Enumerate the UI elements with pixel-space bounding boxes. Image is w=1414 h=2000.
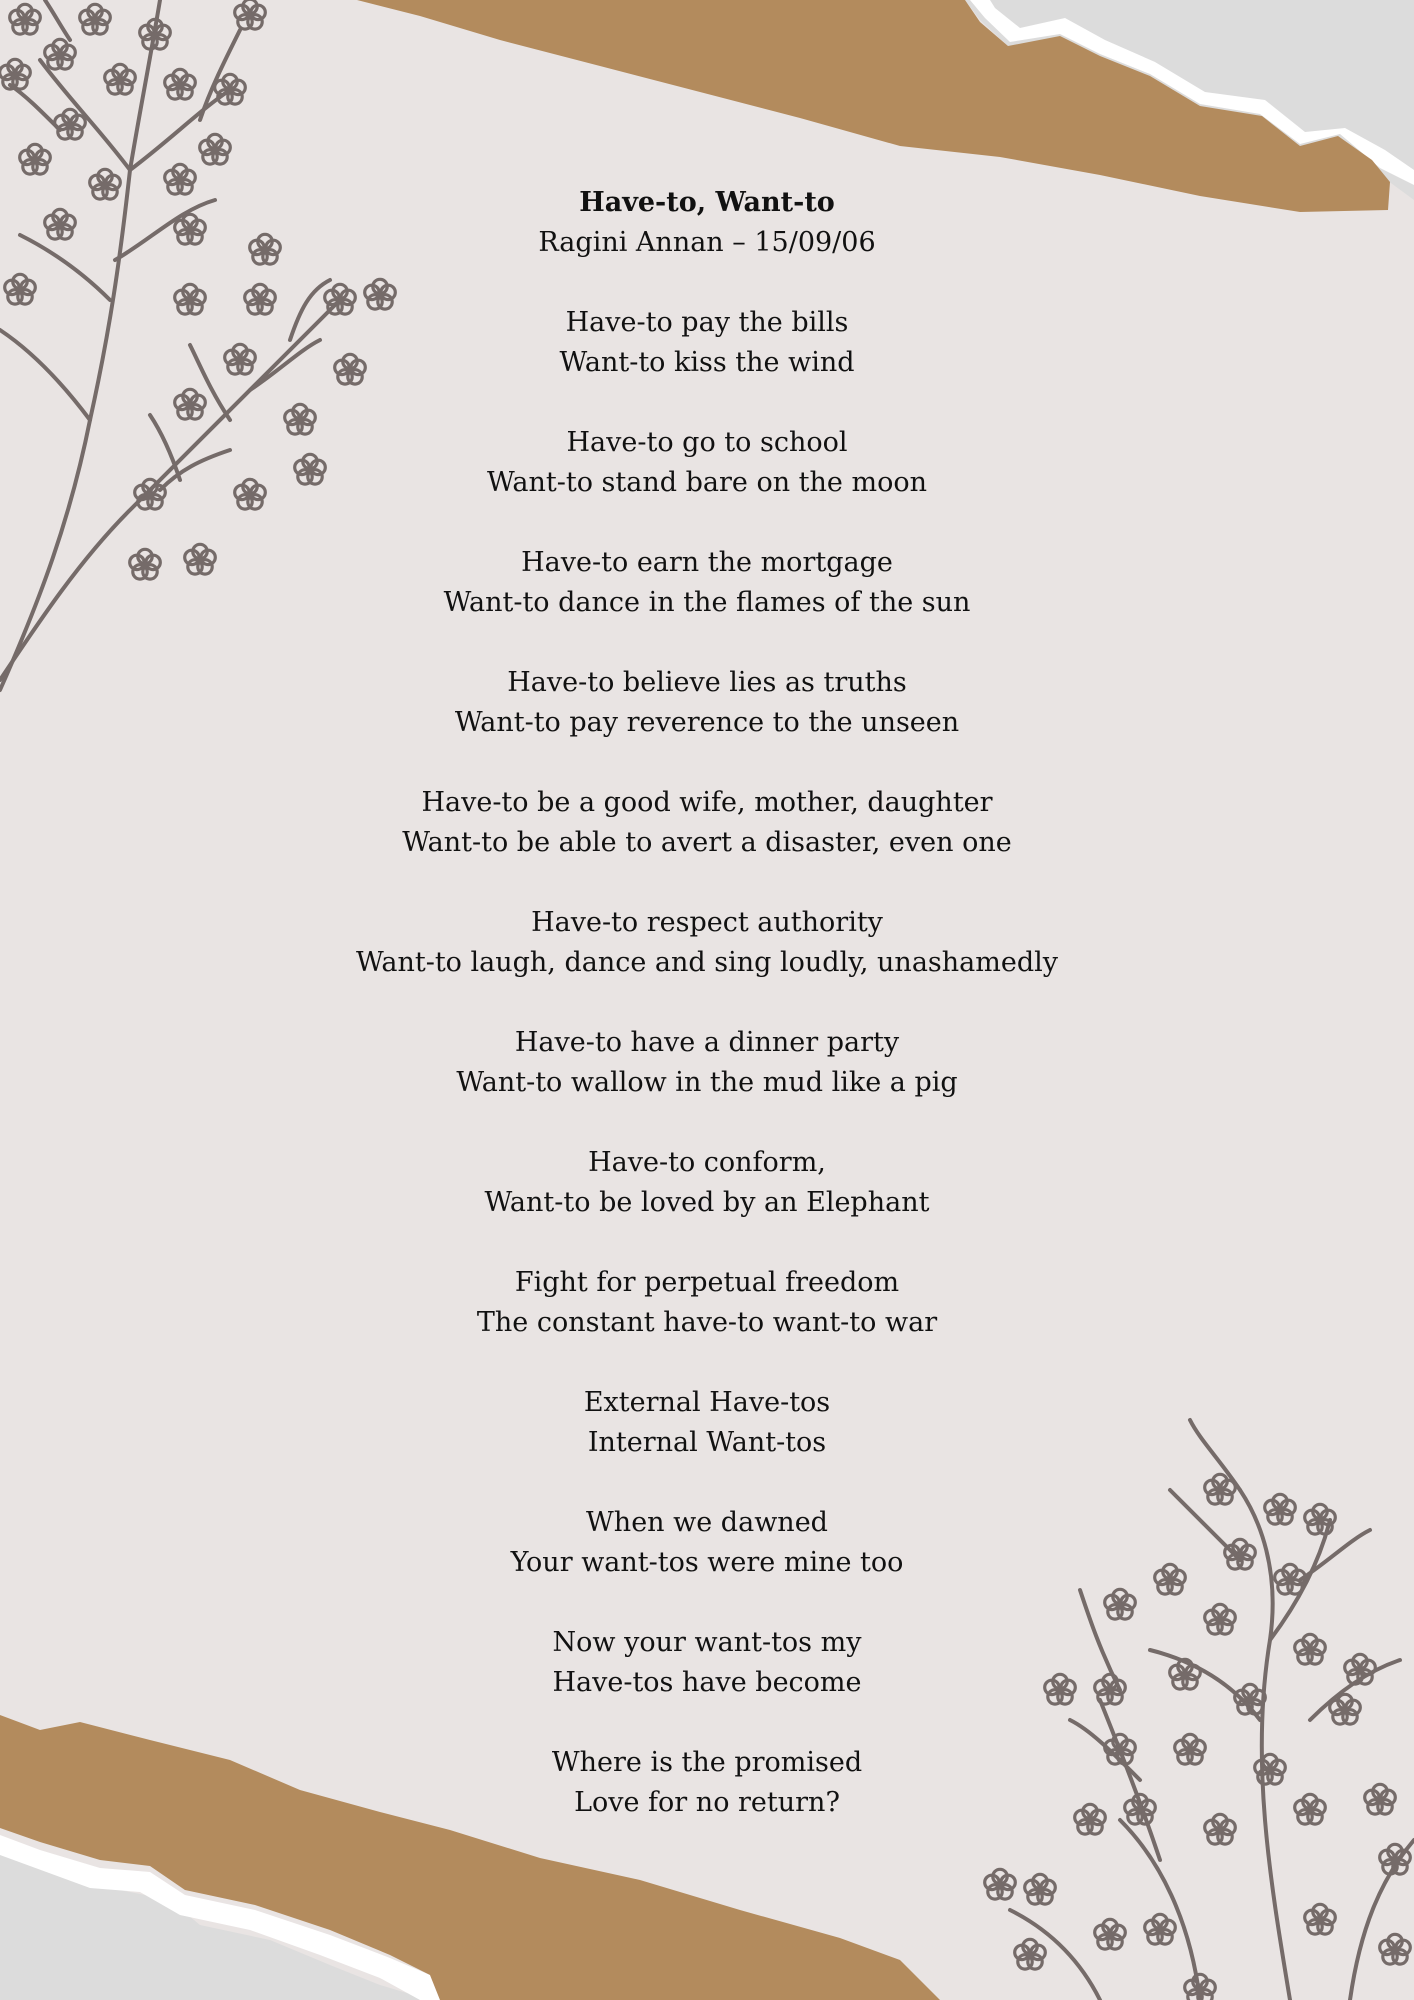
poem: [0, 183, 1414, 1823]
poem-line: Have-to be a good wife, mother, daughter: [421, 787, 993, 818]
poem-line: External Have-tos: [583, 1387, 831, 1418]
poem-line: Have-tos have become: [552, 1667, 862, 1698]
stanza: [0, 1743, 1414, 1823]
poem-line: Have-to believe lies as truths: [507, 667, 907, 698]
poem-byline: Ragini Annan – 15/09/06: [538, 227, 876, 258]
stanza: [0, 1023, 1414, 1103]
stanza: [0, 1143, 1414, 1223]
stanza: [0, 543, 1414, 623]
poem-line: Want-to wallow in the mud like a pig: [456, 1067, 958, 1098]
poem-line: The constant have-to want-to war: [476, 1307, 938, 1338]
poem-line: Want-to pay reverence to the unseen: [454, 707, 960, 738]
poem-title: Have-to, Want-to: [579, 187, 835, 218]
poem-line: Fight for perpetual freedom: [514, 1267, 900, 1298]
poem-line: Love for no return?: [574, 1787, 840, 1818]
stanza: [0, 1623, 1414, 1703]
poem-line: Want-to stand bare on the moon: [487, 467, 927, 498]
stanza: [0, 783, 1414, 863]
stanza: [0, 423, 1414, 503]
poem-line: Have-to go to school: [566, 427, 848, 458]
poem-line: Now your want-tos my: [552, 1627, 862, 1658]
poem-line: Have-to conform,: [588, 1147, 826, 1178]
stanza: [0, 303, 1414, 383]
poem-line: Want-to kiss the wind: [559, 347, 855, 378]
poem-line: Have-to respect authority: [531, 907, 883, 938]
poem-line: Want-to dance in the flames of the sun: [443, 587, 971, 618]
stanza: [0, 1263, 1414, 1343]
stanza: [0, 1383, 1414, 1463]
stanza: [0, 663, 1414, 743]
poem-stanzas: [0, 303, 1414, 1823]
poem-line: Internal Want-tos: [587, 1427, 827, 1458]
poem-line: Have-to earn the mortgage: [521, 547, 893, 578]
poem-line: Have-to have a dinner party: [514, 1027, 900, 1058]
torn-paper-top-icon: [357, 0, 1414, 212]
poem-line: Where is the promised: [551, 1747, 863, 1778]
stanza: [0, 903, 1414, 983]
poem-line: Have-to pay the bills: [565, 307, 849, 338]
poem-line: Want-to laugh, dance and sing loudly, unashamedly: [355, 947, 1059, 978]
poem-line: Your want-tos were mine too: [510, 1547, 904, 1578]
stanza: [0, 1503, 1414, 1583]
poem-line: Want-to be loved by an Elephant: [484, 1187, 930, 1218]
poem-line: When we dawned: [586, 1507, 828, 1538]
poem-line: Want-to be able to avert a disaster, even one: [402, 827, 1012, 858]
